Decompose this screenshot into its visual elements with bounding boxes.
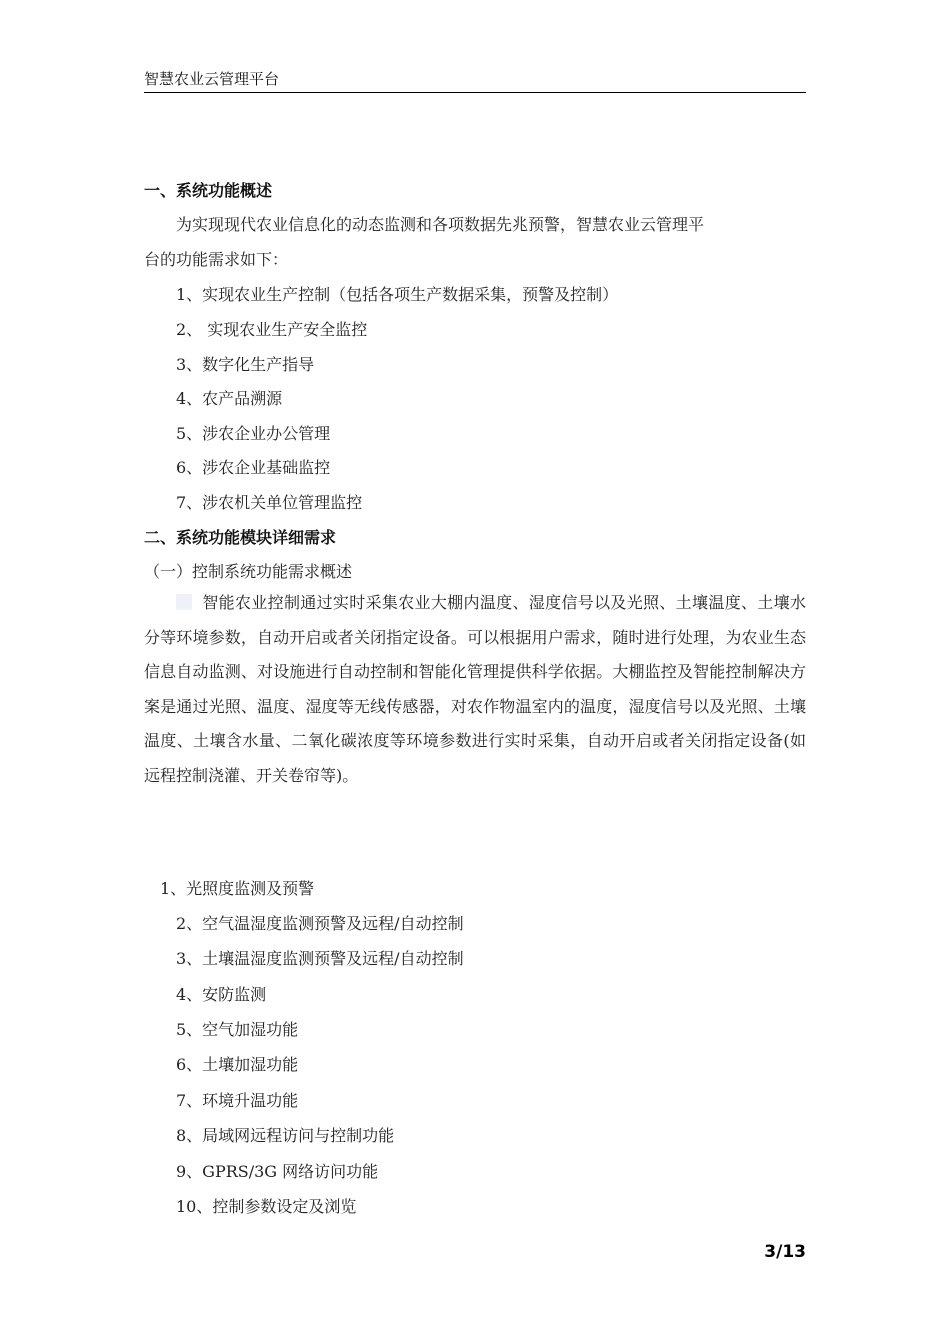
feature-list-item: 2、空气温湿度监测预警及远程/自动控制 xyxy=(176,914,464,933)
feature-list-item: 4、安防监测 xyxy=(176,985,267,1004)
paragraph-marker xyxy=(176,594,192,610)
control-system-paragraph xyxy=(144,586,806,793)
paragraph-text: 智能农业控制通过实时采集农业大棚内温度、湿度信号以及光照、土壤温度、土壤水分等环境参数，自动开启或者关闭指定设备。可以根据用户需求，随时进行处理，为农业生态信息自动监测、对设施进行自动控制和智能化管理提供科学依据。大棚监控及智能控制解决方案是通过光照、温度、湿度等无线传感器，对农作物温室内的温度，湿度信号以及光照、土壤温度、土壤含水量、二氧化碳浓度等环境参数进行实时采集，自动开启或者关闭指定设备(如远程控制浇灌、开关卷帘等)。 xyxy=(144,593,806,785)
feature-list-item: 7、环境升温功能 xyxy=(176,1091,299,1110)
function-list-item: 5、涉农企业办公管理 xyxy=(176,424,331,443)
header-title: 智慧农业云管理平台 xyxy=(144,70,280,88)
function-list-item: 6、涉农企业基础监控 xyxy=(176,458,331,477)
page-number: 3/13 xyxy=(764,1242,806,1262)
feature-list-item: 6、土壤加湿功能 xyxy=(176,1055,299,1074)
section2-heading: 二、系统功能模块详细需求 xyxy=(144,528,337,547)
feature-list-item: 5、空气加湿功能 xyxy=(176,1020,299,1039)
page-header xyxy=(144,66,806,93)
feature-list-item: 3、土壤温湿度监测预警及远程/自动控制 xyxy=(176,949,464,968)
function-list-item: 2、 实现农业生产安全监控 xyxy=(176,320,368,339)
function-list-item: 7、涉农机关单位管理监控 xyxy=(176,493,363,512)
function-list-item: 1、实现农业生产控制（包括各项生产数据采集，预警及控制） xyxy=(176,285,619,304)
feature-list-item: 9、GPRS/3G 网络访问功能 xyxy=(176,1162,379,1181)
intro-line-2: 台的功能需求如下： xyxy=(144,250,289,269)
section1-heading: 一、系统功能概述 xyxy=(144,181,273,200)
intro-line-1: 为实现现代农业信息化的动态监测和各项数据先兆预警，智慧农业云管理平 xyxy=(176,215,705,234)
function-list-item: 4、农产品溯源 xyxy=(176,389,283,408)
function-list-item: 3、数字化生产指导 xyxy=(176,355,315,374)
feature-list-item: 10、控制参数设定及浏览 xyxy=(176,1197,357,1216)
feature-list-item: 8、局域网远程访问与控制功能 xyxy=(176,1126,395,1145)
feature-list-item: 1、光照度监测及预警 xyxy=(160,879,315,898)
section2-subheading: （一）控制系统功能需求概述 xyxy=(144,562,353,581)
